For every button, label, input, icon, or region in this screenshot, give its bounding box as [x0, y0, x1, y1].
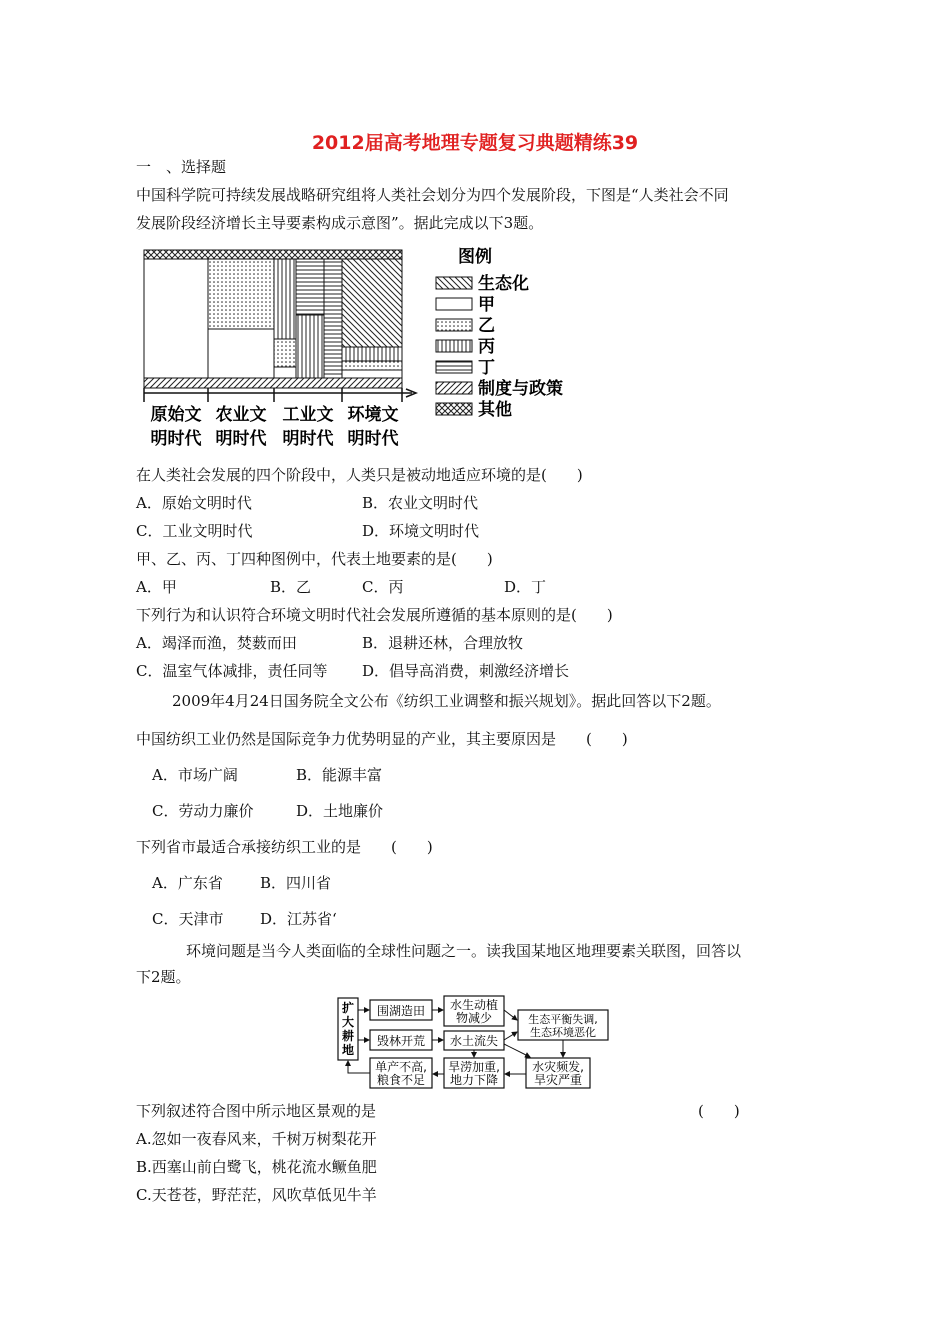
q2-option-c[interactable]: C．丙	[362, 578, 404, 596]
svg-text:单产不高,: 单产不高,	[375, 1060, 427, 1074]
svg-text:水土流失: 水土流失	[449, 1034, 499, 1048]
era3-ding	[296, 259, 324, 315]
era4-eco	[342, 259, 402, 347]
svg-text:地力下降: 地力下降	[449, 1073, 499, 1087]
era3-bing	[274, 259, 296, 339]
intro1-line1: 中国科学院可持续发展战略研究组将人类社会划分为四个发展阶段，下图是“人类社会不同	[136, 186, 729, 204]
q2-option-a[interactable]: A．甲	[136, 578, 177, 596]
svg-text:耕: 耕	[341, 1029, 355, 1043]
legend-label-eco: 生态化	[478, 274, 529, 294]
era1-jia	[144, 259, 208, 378]
q3-option-b[interactable]: B．退耕还林，合理放牧	[362, 634, 524, 652]
q6-option-a[interactable]: A.忽如一夜春风来，千树万树梨花开	[136, 1130, 377, 1148]
q1-option-d[interactable]: D．环境文明时代	[362, 522, 480, 540]
q2-stem: 甲、乙、丙、丁四种图例中，代表土地要素的是( )	[136, 550, 493, 568]
q4-option-b[interactable]: B．能源丰富	[296, 766, 383, 784]
legend-swatch-jia	[436, 298, 472, 310]
era3-yi	[274, 339, 296, 367]
q6-option-c[interactable]: C.天苍苍，野茫茫，风吹草低见牛羊	[136, 1186, 377, 1204]
svg-text:扩: 扩	[341, 1001, 355, 1015]
era4-yi	[342, 361, 402, 370]
q2-option-b[interactable]: B．乙	[270, 578, 312, 596]
q6-stem: 下列叙述符合图中所示地区景观的是	[136, 1102, 377, 1120]
legend-swatch-ding	[436, 361, 472, 373]
legend-label-policy: 制度与政策	[478, 379, 563, 399]
q1-stem: 在人类社会发展的四个阶段中，人类只是被动地适应环境的是( )	[136, 466, 583, 484]
q5-option-d[interactable]: D．江苏省‘	[260, 910, 337, 928]
era2-jia	[208, 329, 274, 378]
era-label-3b: 明时代	[282, 429, 334, 449]
legend-label-ding: 丁	[478, 358, 495, 378]
legend-label-other: 其他	[478, 400, 512, 420]
era4-jia	[342, 370, 402, 378]
q1-option-b[interactable]: B．农业文明时代	[362, 494, 479, 512]
era3-ding2	[324, 259, 342, 378]
q5-stem: 下列省市最适合承接纺织工业的是 ( )	[136, 838, 433, 856]
era-label-4b: 明时代	[347, 429, 399, 449]
band-policy	[144, 378, 402, 388]
page-title: 2012届高考地理专题复习典题精练39	[311, 132, 639, 154]
legend-swatch-yi	[436, 319, 472, 331]
era-label-3a: 工业文	[282, 405, 334, 425]
svg-text:地: 地	[341, 1043, 355, 1057]
svg-text:生态环境恶化: 生态环境恶化	[530, 1026, 596, 1039]
intro2: 2009年4月24日国务院全文公布《纺织工业调整和振兴规划》。据此回答以下2题。	[172, 692, 721, 710]
intro3-line2: 下2题。	[136, 968, 191, 986]
era-label-1b: 明时代	[150, 429, 202, 449]
q6-answer-paren: ( )	[698, 1102, 740, 1120]
legend-label-bing: 丙	[478, 337, 495, 357]
q3-option-a[interactable]: A．竭泽而渔，焚薮而田	[136, 634, 297, 652]
intro1-line2: 发展阶段经济增长主导要素构成示意图”。据此完成以下3题。	[136, 214, 544, 232]
geography-relation-figure	[330, 994, 620, 1094]
q5-option-a[interactable]: A．广东省	[152, 874, 223, 892]
q1-option-a[interactable]: A．原始文明时代	[136, 494, 252, 512]
era2-yi	[208, 259, 274, 329]
band-other	[144, 250, 402, 259]
svg-text:生态平衡失调,: 生态平衡失调,	[528, 1013, 598, 1026]
era-label-4a: 环境文	[347, 405, 399, 425]
q3-option-c[interactable]: C．温室气体减排，责任同等	[136, 662, 328, 680]
svg-text:水灾频发,: 水灾频发,	[532, 1060, 584, 1074]
legend-swatch-other	[436, 403, 472, 415]
q2-option-d[interactable]: D．丁	[504, 578, 547, 596]
era-label-1a: 原始文	[150, 405, 202, 425]
q4-option-a[interactable]: A．市场广阔	[152, 766, 238, 784]
legend-swatch-bing	[436, 340, 472, 352]
q1-option-c[interactable]: C．工业文明时代	[136, 522, 253, 540]
q4-option-c[interactable]: C．劳动力廉价	[152, 802, 254, 820]
q3-option-d[interactable]: D．倡导高消费，刺激经济增长	[362, 662, 570, 680]
svg-text:旱灾严重: 旱灾严重	[533, 1073, 583, 1087]
q5-option-b[interactable]: B．四川省	[260, 874, 332, 892]
q6-option-b[interactable]: B.西塞山前白鹭飞，桃花流水鳜鱼肥	[136, 1158, 377, 1176]
legend-label-jia: 甲	[478, 295, 495, 315]
svg-text:物减少: 物减少	[455, 1011, 493, 1025]
era4-bing	[342, 347, 402, 361]
svg-text:水生动植: 水生动植	[449, 998, 499, 1012]
q3-stem: 下列行为和认识符合环境文明时代社会发展所遵循的基本原则的是( )	[136, 606, 613, 624]
era3-bing2	[296, 315, 324, 378]
legend-swatch-eco	[436, 277, 472, 289]
intro3-line1: 环境问题是当今人类面临的全球性问题之一。读我国某地区地理要素关联图，回答以	[186, 942, 742, 960]
development-stage-figure	[136, 240, 586, 450]
svg-text:粮食不足: 粮食不足	[376, 1073, 426, 1087]
legend-swatch-policy	[436, 382, 472, 394]
svg-text:毁林开荒: 毁林开荒	[376, 1034, 426, 1048]
q5-option-c[interactable]: C．天津市	[152, 910, 224, 928]
section-heading: 一 、选择题	[136, 158, 227, 176]
legend-label-yi: 乙	[478, 316, 495, 336]
q4-option-d[interactable]: D．土地廉价	[296, 802, 384, 820]
svg-text:大: 大	[341, 1015, 355, 1029]
era-label-2a: 农业文	[215, 405, 267, 425]
era-label-2b: 明时代	[215, 429, 267, 449]
legend-title: 图例	[458, 247, 492, 267]
q4-stem: 中国纺织工业仍然是国际竞争力优势明显的产业，其主要原因是 ( )	[136, 730, 628, 748]
svg-text:旱涝加重,: 旱涝加重,	[448, 1060, 500, 1074]
era3-jia	[274, 367, 296, 378]
svg-text:围湖造田: 围湖造田	[376, 1004, 426, 1018]
